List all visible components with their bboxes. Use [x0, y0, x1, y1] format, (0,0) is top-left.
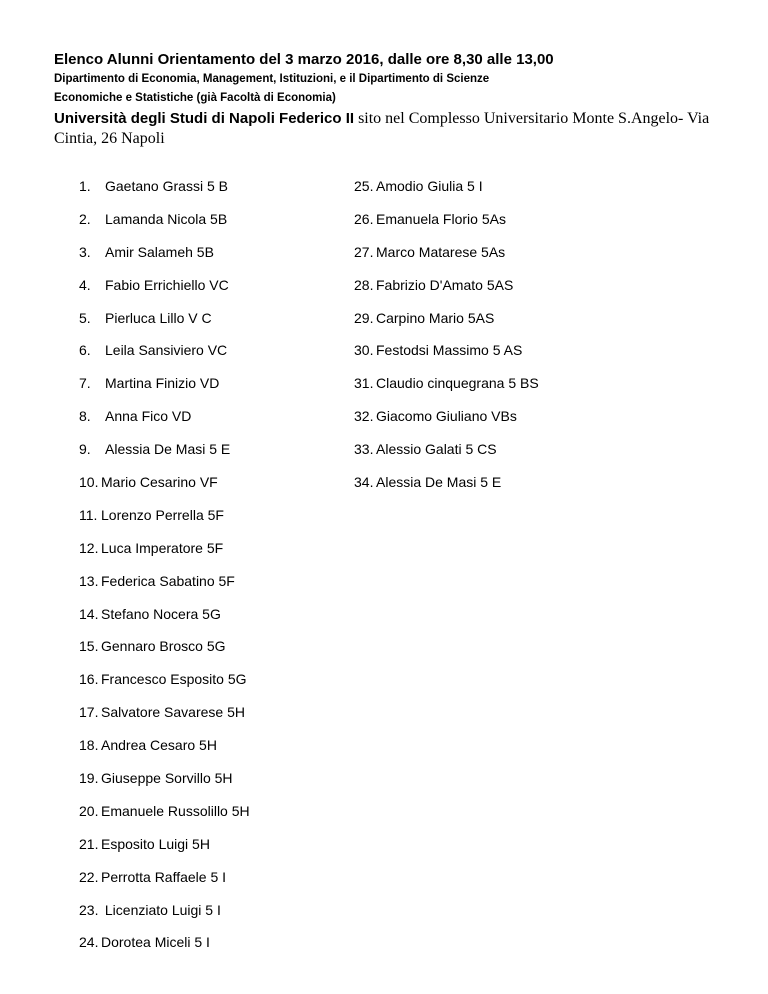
- student-number: 27.: [354, 243, 374, 260]
- student-name: Fabrizio D'Amato 5AS: [376, 276, 514, 293]
- student-number: 5.: [79, 309, 91, 326]
- student-number: 20.: [79, 802, 99, 819]
- student-list-item: [79, 210, 250, 243]
- student-number: 12.: [79, 539, 99, 556]
- department-line-2: Economiche e Statistiche (già Facoltà di Economia): [54, 92, 336, 104]
- student-number: 13.: [79, 572, 99, 589]
- student-list-item: [354, 177, 539, 210]
- student-name: Carpino Mario 5AS: [376, 309, 495, 326]
- student-number: 8.: [79, 408, 91, 425]
- student-number: 26.: [354, 210, 374, 227]
- student-name: Andrea Cesaro 5H: [101, 737, 217, 754]
- student-number: 2.: [79, 210, 91, 227]
- student-name: Gennaro Brosco 5G: [101, 638, 226, 655]
- student-name: Licenziato Luigi 5 I: [101, 901, 221, 918]
- student-list-item: [79, 802, 250, 835]
- student-name: Martina Finizio VD: [105, 375, 220, 392]
- student-name: Alessia De Masi 5 E: [105, 441, 231, 458]
- student-list-item: [79, 835, 250, 868]
- student-number: 33.: [354, 441, 374, 458]
- student-name: Giuseppe Sorvillo 5H: [101, 770, 233, 787]
- student-name: Pierluca Lillo V C: [105, 309, 212, 326]
- student-name: Stefano Nocera 5G: [101, 605, 221, 622]
- student-name: Alessio Galati 5 CS: [376, 441, 497, 458]
- student-number: 29.: [354, 309, 374, 326]
- department-line-1: Dipartimento di Economia, Management, Istituzioni, e il Dipartimento di Scienze: [54, 73, 490, 85]
- student-list-item: [79, 769, 250, 802]
- student-list-item: [79, 309, 250, 342]
- student-name: Giacomo Giuliano VBs: [376, 408, 517, 425]
- student-number: 21.: [79, 835, 99, 852]
- student-number: 22.: [79, 868, 99, 885]
- student-list-item: [79, 703, 250, 736]
- student-list-item: [79, 736, 250, 769]
- student-list-item: [79, 407, 250, 440]
- student-number: 14.: [79, 605, 99, 622]
- student-number: 25.: [354, 178, 374, 194]
- student-name: Emanuele Russolillo 5H: [101, 802, 250, 819]
- student-list-item: [354, 309, 539, 342]
- student-name: Lorenzo Perrella 5F: [101, 506, 224, 523]
- student-list-item: [79, 637, 250, 670]
- student-number: 6.: [79, 342, 91, 359]
- student-list-item: [79, 374, 250, 407]
- student-list-item: [79, 276, 250, 309]
- student-number: 15.: [79, 638, 99, 655]
- student-name: Dorotea Miceli 5 I: [101, 934, 210, 951]
- student-name: Fabio Errichiello VC: [105, 276, 229, 293]
- student-name: Leila Sansiviero VC: [105, 342, 228, 359]
- location-text: sito nel Complesso Universitario Monte S.Angelo- Via Cintia, 26 Napoli: [54, 110, 710, 147]
- student-name: Amir Salameh 5B: [105, 243, 214, 260]
- student-number: 17.: [79, 704, 99, 721]
- student-name: Marco Matarese 5As: [376, 243, 506, 260]
- document-title: Elenco Alunni Orientamento del 3 marzo 2016, dalle ore 8,30 alle 13,00: [54, 51, 554, 68]
- student-number: 4.: [79, 276, 91, 293]
- student-name: Claudio cinquegrana 5 BS: [376, 375, 539, 392]
- student-list-item: [79, 506, 250, 539]
- student-name: Salvatore Savarese 5H: [101, 704, 245, 721]
- student-list-item: [79, 341, 250, 374]
- student-name: Gaetano Grassi 5 B: [105, 178, 228, 194]
- student-list-item: [354, 341, 539, 374]
- student-number: 30.: [354, 342, 374, 359]
- student-number: 19.: [79, 770, 99, 787]
- student-number: 24.: [79, 934, 99, 951]
- student-name: Luca Imperatore 5F: [101, 539, 224, 556]
- student-list-item: [354, 473, 539, 506]
- student-number: 28.: [354, 276, 374, 293]
- student-list-item: [79, 670, 250, 703]
- student-number: 9.: [79, 441, 91, 458]
- student-number: 32.: [354, 408, 374, 425]
- student-list-item: [79, 605, 250, 638]
- student-list-item: [354, 407, 539, 440]
- student-number: 18.: [79, 737, 99, 754]
- student-list-right: [354, 177, 539, 506]
- student-list-item: [79, 868, 250, 901]
- student-list-item: [354, 210, 539, 243]
- student-list-left: [79, 177, 250, 966]
- student-list-item: [354, 243, 539, 276]
- student-list-item: [79, 539, 250, 572]
- student-number: 10.: [79, 474, 99, 491]
- student-name: Amodio Giulia 5 I: [376, 178, 483, 194]
- student-name: Alessia De Masi 5 E: [376, 474, 502, 491]
- student-name: Lamanda Nicola 5B: [105, 210, 228, 227]
- student-list-item: [79, 243, 250, 276]
- student-list-item: [79, 901, 250, 934]
- university-name: Università degli Studi di Napoli Federico II: [54, 110, 355, 127]
- document-header: [54, 50, 734, 149]
- student-list-item: [79, 440, 250, 473]
- student-number: 31.: [354, 375, 374, 392]
- student-number: 3.: [79, 243, 91, 260]
- student-number: 23.: [79, 901, 99, 918]
- student-number: 11.: [79, 506, 98, 523]
- student-list-item: [354, 276, 539, 309]
- student-name: Francesco Esposito 5G: [101, 671, 247, 688]
- student-name: Emanuela Florio 5As: [376, 210, 506, 227]
- student-name: Mario Cesarino VF: [101, 474, 218, 491]
- university-location: [54, 109, 734, 149]
- student-number: 7.: [79, 375, 91, 392]
- student-name: Esposito Luigi 5H: [101, 835, 210, 852]
- student-number: 34.: [354, 474, 374, 491]
- student-name: Federica Sabatino 5F: [101, 572, 235, 589]
- student-list-item: [354, 374, 539, 407]
- student-name: Anna Fico VD: [105, 408, 192, 425]
- student-number: 1.: [79, 178, 91, 194]
- student-name: Perrotta Raffaele 5 I: [101, 868, 227, 885]
- student-number: 16.: [79, 671, 99, 688]
- student-list-item: [79, 473, 250, 506]
- student-list-item: [354, 440, 539, 473]
- student-list-item: [79, 572, 250, 605]
- student-name: Festodsi Massimo 5 AS: [376, 342, 523, 359]
- student-list-item: [79, 177, 250, 210]
- student-list-item: [79, 933, 250, 966]
